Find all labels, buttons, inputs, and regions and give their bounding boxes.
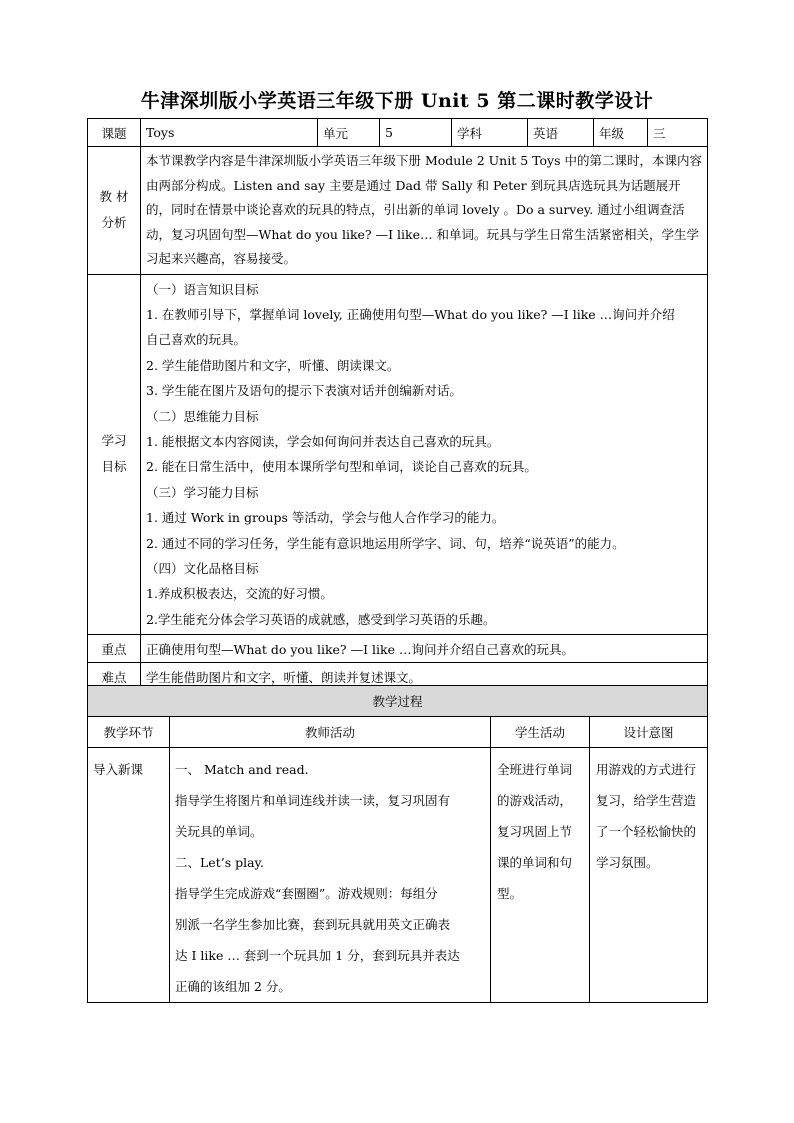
goal-line: 1. 通过 Work in groups 等活动，学会与他人合作学习的能力。	[146, 510, 505, 526]
stage-cell: 导入新课	[88, 748, 170, 1003]
topic-label: 课题	[88, 119, 141, 147]
topic-value: Toys	[141, 119, 318, 147]
subject-label: 学科	[452, 119, 528, 147]
goal-line: （二）思维能力目标	[146, 408, 259, 424]
page-title: 牛津深圳版小学英语三年级下册 Unit 5 第二课时教学设计	[140, 90, 654, 112]
goal-line: （四）文化品格目标	[146, 560, 259, 576]
difficulty-text: 学生能借助图片和文字，听懂、朗读并复述课文。	[141, 663, 708, 691]
teacher-line: 一、 Match and read.	[175, 762, 309, 777]
key-point-label: 重点	[88, 635, 141, 663]
goal-line: 3. 学生能在图片及语句的提示下表演对话并创编新对话。	[146, 383, 462, 399]
analysis-row	[88, 147, 708, 275]
key-point-row	[88, 635, 708, 663]
design-intent-cell: 用游戏的方式进行复习，给学生营造了一个轻松愉快的学习氛围。	[590, 748, 708, 1003]
teacher-line: 指导学生将图片和单词连线并读一读，复习巩固有	[175, 793, 451, 808]
teaching-process-table	[87, 685, 708, 1003]
unit-label: 单元	[318, 119, 380, 147]
goal-line: 1.养成积极表达，交流的好习惯。	[146, 586, 333, 602]
grade-value: 三	[648, 119, 708, 147]
process-heading-row	[88, 686, 708, 717]
column-header-student: 学生活动	[491, 717, 590, 748]
teacher-line: 二、Let’s play.	[175, 855, 264, 870]
goal-line: 2. 通过不同的学习任务，学生能有意识地运用所学字、词、句，培养“说英语”的能力。	[146, 535, 625, 551]
teacher-line: 正确的该组加 2 分。	[175, 979, 291, 994]
info-row	[88, 119, 708, 147]
goal-line: 1. 能根据文本内容阅读，学会如何询问并表达自己喜欢的玩具。	[146, 433, 500, 449]
key-point-text: 正确使用句型—What do you like? —I like …询问并介绍自己喜欢的玩具。	[141, 635, 708, 663]
unit-value: 5	[380, 119, 452, 147]
goal-line: 自己喜欢的玩具。	[146, 332, 247, 348]
student-activity-cell: 全班进行单词的游戏活动，复习巩固上节课的单词和句型。	[491, 748, 590, 1003]
goal-line: 1. 在教师引导下，掌握单词 lovely, 正确使用句型—What do you like? —I like …询问并介绍	[146, 306, 675, 322]
subject-value: 英语	[528, 119, 594, 147]
goals-label: 学习 目标	[88, 274, 141, 635]
lesson-info-table	[87, 118, 708, 691]
difficulty-label: 难点	[88, 663, 141, 691]
process-row	[88, 748, 708, 1003]
process-heading: 教学过程	[88, 686, 708, 717]
teacher-activity-cell	[170, 748, 491, 1003]
column-header-intent: 设计意图	[590, 717, 708, 748]
column-header-teacher: 教师活动	[170, 717, 491, 748]
teacher-line: 别派一名学生参加比赛，套到玩具就用英文正确表	[175, 917, 451, 932]
analysis-label: 教 材 分析	[88, 147, 141, 275]
column-header-stage: 教学环节	[88, 717, 170, 748]
analysis-text: 本节课教学内容是牛津深圳版小学英语三年级下册 Module 2 Unit 5 Toys 中的第二课时，本课内容由两部分构成。Listen and say 主要是通过 Dad 带 Sally 和 Peter 到玩具店选玩具为话题展开的，同时在情景中谈论喜欢的玩具的特点，引出新的单词 lovely 。Do a survey. 通过小组调查活动，复习巩固句型—What do you like? —I like… 和单词。玩具与学生日常生活紧密相关，学生学习起来兴趣高，容易接受。	[141, 147, 708, 275]
teacher-line: 达 I like … 套到一个玩具加 1 分，套到玩具并表达	[175, 948, 460, 963]
goal-line: 2. 学生能借助图片和文字，听懂、朗读课文。	[146, 357, 400, 373]
goal-line: （一）语言知识目标	[146, 281, 259, 297]
teacher-line: 关玩具的单词。	[175, 824, 263, 839]
goals-list	[141, 274, 708, 635]
process-header-row	[88, 717, 708, 748]
goal-line: 2.学生能充分体会学习英语的成就感，感受到学习英语的乐趣。	[146, 611, 496, 627]
goal-line: （三）学习能力目标	[146, 484, 259, 500]
goal-line: 2. 能在日常生活中，使用本课所学句型和单词，谈论自己喜欢的玩具。	[146, 459, 537, 475]
grade-label: 年级	[594, 119, 648, 147]
goals-row	[88, 274, 708, 635]
teacher-line: 指导学生完成游戏“套圈圈”。游戏规则：每组分	[175, 886, 438, 901]
